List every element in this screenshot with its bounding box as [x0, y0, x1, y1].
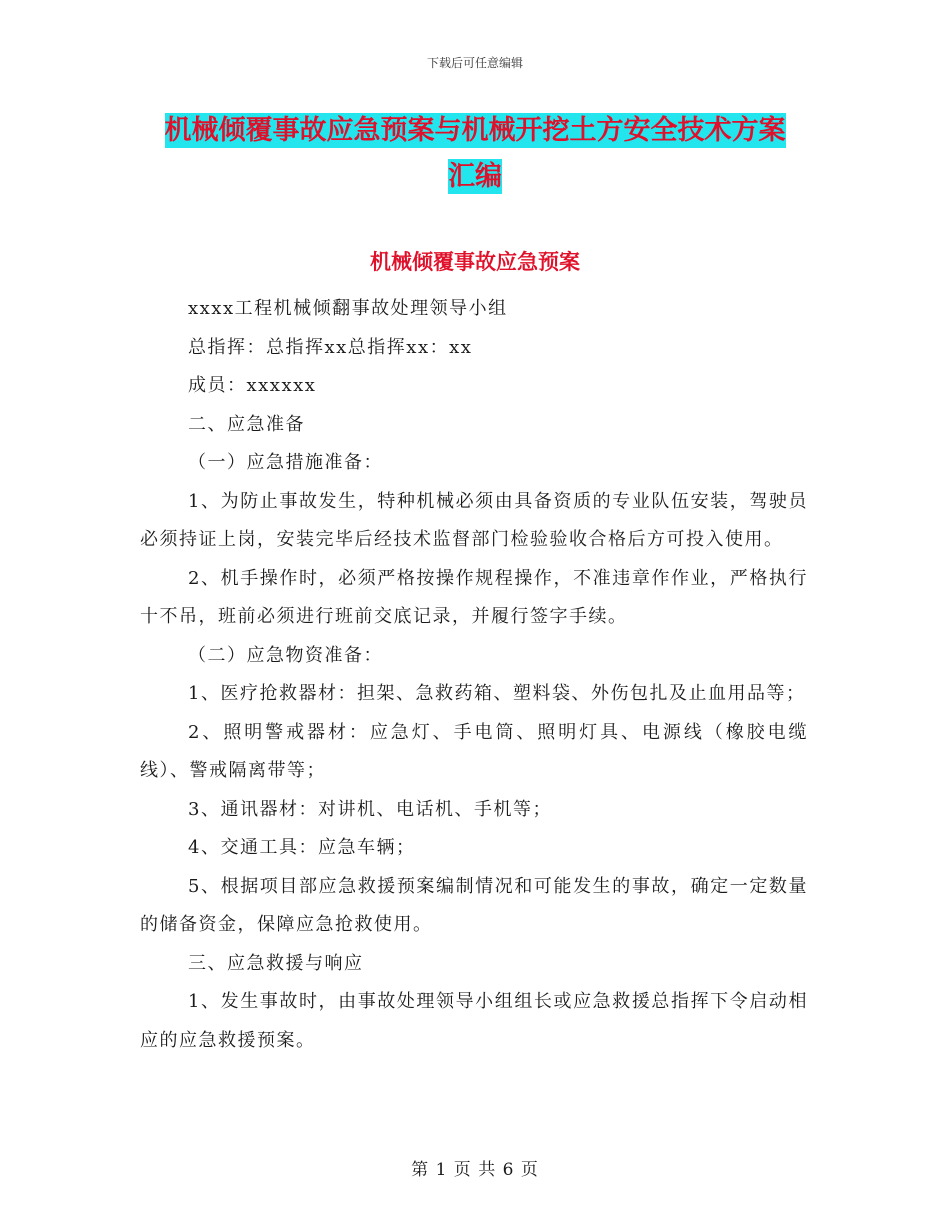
document-body: [140, 290, 808, 1060]
paragraph: 1、医疗抢救器材：担架、急救药箱、塑料袋、外伤包扎及止血用品等；: [188, 683, 806, 704]
paragraph: 三、应急救援与响应: [188, 952, 364, 974]
section-title: 机械倾覆事故应急预案: [370, 250, 580, 274]
paragraph: 2、机手操作时，必须严格按操作规程操作，不准违章作作业，严格执行十不吊，班前必须进行班前交底记录，并履行签字手续。: [140, 567, 808, 627]
document-title-line-2: 汇编: [448, 161, 502, 192]
paragraph: 5、根据项目部应急救援预案编制情况和可能发生的事故，确定一定数量的储备资金，保障应急抢救使用。: [140, 875, 808, 935]
paragraph: 总指挥：总指挥xx总指挥xx：xx: [188, 336, 473, 358]
paragraph: 1、为防止事故发生，特种机械必须由具备资质的专业队伍安装，驾驶员必须持证上岗，安装完毕后经技术监督部门检验验收合格后方可投入使用。: [140, 490, 808, 550]
document-title-line-1: 机械倾覆事故应急预案与机械开挖土方安全技术方案: [164, 115, 786, 146]
paragraph: xxxx工程机械倾翻事故处理领导小组: [188, 298, 508, 319]
paragraph: 4、交通工具：应急车辆；: [188, 837, 416, 858]
header-note: 下载后可任意编辑: [426, 56, 523, 70]
page-footer: 第 1 页 共 6 页: [411, 1160, 539, 1180]
paragraph: 1、发生事故时，由事故处理领导小组组长或应急救援总指挥下令启动相应的应急救援预案。: [140, 991, 808, 1051]
paragraph: 二、应急准备: [188, 413, 305, 435]
paragraph: （一）应急措施准备：: [188, 452, 383, 473]
paragraph: 2、照明警戒器材：应急灯、手电筒、照明灯具、电源线（橡胶电缆线）、警戒隔离带等；: [140, 721, 808, 781]
paragraph: 3、通讯器材：对讲机、电话机、手机等；: [188, 798, 552, 820]
paragraph: （二）应急物资准备：: [188, 644, 383, 666]
document-title: [140, 108, 810, 200]
paragraph: 成员：xxxxxx: [188, 375, 317, 396]
